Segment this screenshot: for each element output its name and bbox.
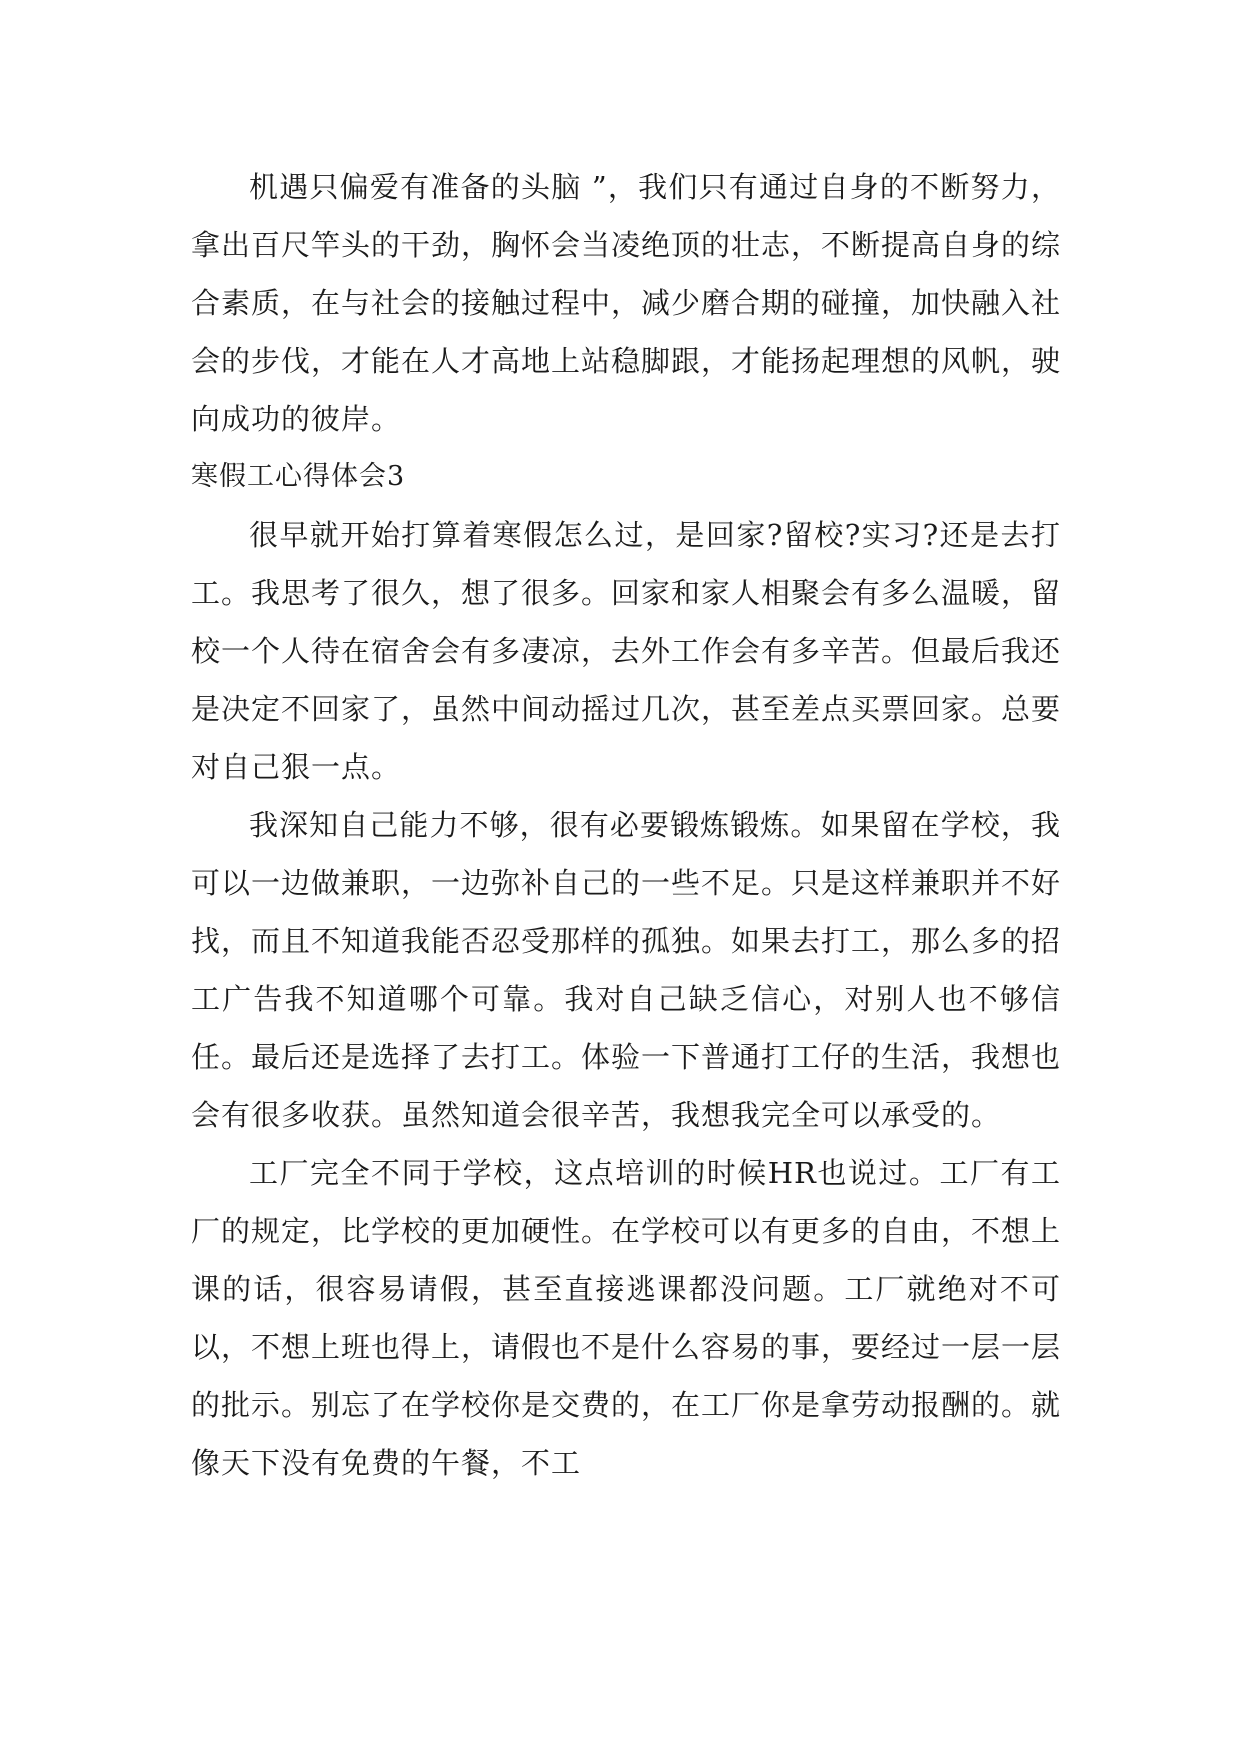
paragraph-decision: 我深知自己能力不够，很有必要锻炼锻炼。如果留在学校，我可以一边做兼职，一边弥补自己的一些不足。只是这样兼职并不好找，而且不知道我能否忍受那样的孤独。如果去打工，那么多的招工广告我不知道哪个可靠。我对自己缺乏信心，对别人也不够信任。最后还是选择了去打工。体验一下普通打工仔的生活，我想也会有很多收获。虽然知道会很辛苦，我想我完全可以承受的。 xyxy=(191,808,1062,1132)
section-heading: 寒假工心得体会3 xyxy=(191,461,406,492)
paragraph-factory: 工厂完全不同于学校，这点培训的时候HR也说过。工厂有工厂的规定，比学校的更加硬性。在学校可以有更多的自由，不想上课的话，很容易请假，甚至直接逃课都没问题。工厂就绝对不可以，不想上班也得上，请假也不是什么容易的事，要经过一层一层的批示。别忘了在学校你是交费的，在工厂你是拿劳动报酬的。就像天下没有免费的午餐，不工 xyxy=(191,1156,1062,1480)
paragraph-opportunity: 机遇只偏爱有准备的头脑 ”，我们只有通过自身的不断努力，拿出百尺竿头的干劲，胸怀会当凌绝顶的壮志，不断提高自身的综合素质，在与社会的接触过程中，减少磨合期的碰撞，加快融入社会的步伐，才能在人才高地上站稳脚跟，才能扬起理想的风帆，驶向成功的彼岸。 xyxy=(191,170,1062,436)
document-body xyxy=(191,158,1061,1492)
paragraph-planning: 很早就开始打算着寒假怎么过，是回家?留校?实习?还是去打工。我思考了很久，想了很多。回家和家人相聚会有多么温暖，留校一个人待在宿舍会有多凄凉，去外工作会有多辛苦。但最后我还是决定不回家了，虽然中间动摇过几次，甚至差点买票回家。总要对自己狠一点。 xyxy=(191,518,1062,784)
